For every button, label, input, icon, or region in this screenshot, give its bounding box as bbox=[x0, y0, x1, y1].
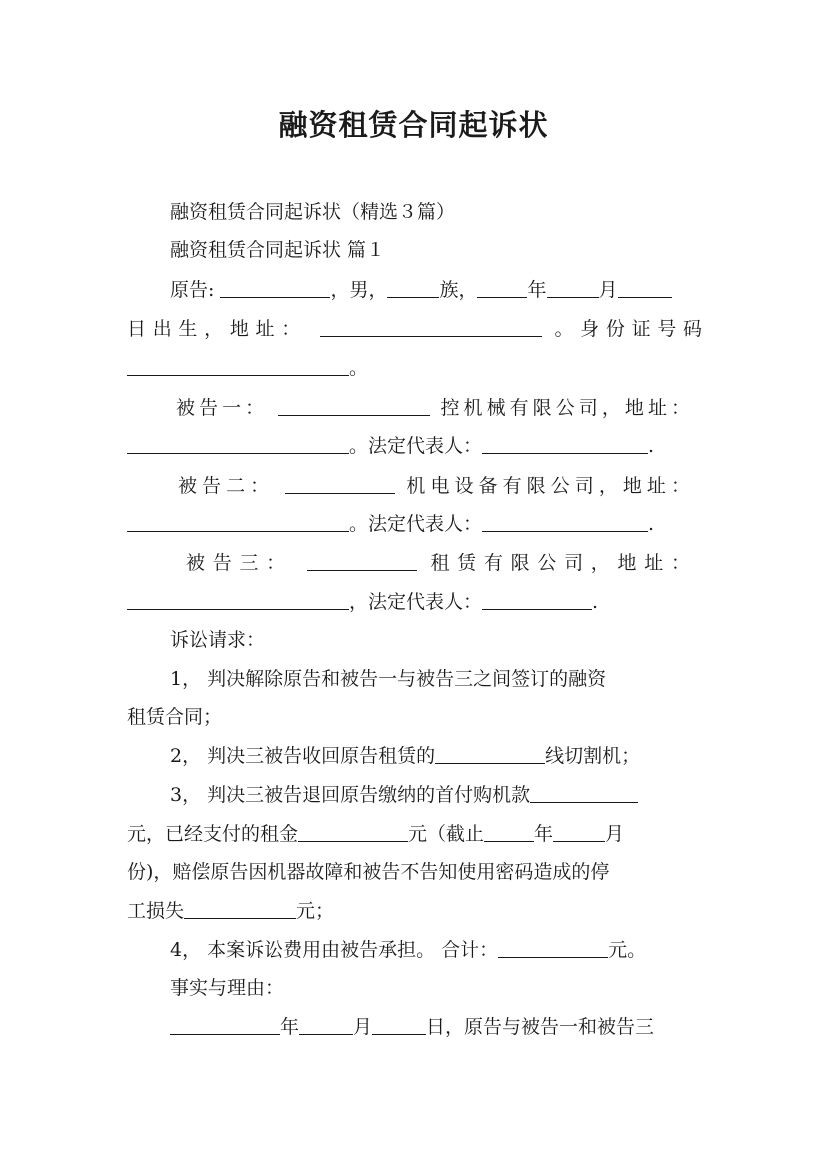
facts-line-1 bbox=[170, 1015, 654, 1039]
plaintiff-address-blank bbox=[320, 318, 542, 337]
defendant3-name-blank bbox=[307, 552, 417, 571]
claim-item-3 bbox=[170, 783, 638, 807]
claim-item-2 bbox=[170, 744, 640, 768]
claim-item-3-prefix: 3， 判决三被告退回原告缴纳的首付购机款 bbox=[170, 784, 531, 806]
claim-item-3-payment-blank bbox=[530, 784, 638, 803]
defendant3-line bbox=[186, 551, 690, 575]
defendant2-company: 机电设备有限公司，地址： bbox=[406, 475, 690, 497]
claim-item-3-until-label: 元（截止 bbox=[408, 823, 485, 845]
claim-item-3-rent-label: 元，已经支付的租金 bbox=[127, 823, 299, 845]
part-heading: 融资租赁合同起诉状 篇１ bbox=[170, 239, 386, 261]
claim-item-3-year-label: 年 bbox=[534, 823, 554, 845]
plaintiff-day-blank bbox=[618, 279, 672, 298]
defendant3-address-blank bbox=[127, 591, 349, 610]
plaintiff-id-blank bbox=[127, 357, 349, 376]
claims-heading: 诉讼请求： bbox=[170, 629, 266, 651]
facts-line-1-suffix: 日，原告与被告一和被告三 bbox=[426, 1016, 655, 1038]
document-title: 融资租赁合同起诉状 bbox=[278, 108, 549, 142]
claim-item-2-prefix: 2， 判决三被告收回原告租赁的 bbox=[170, 745, 436, 767]
facts-month-label: 月 bbox=[353, 1016, 373, 1038]
plaintiff-nation-blank bbox=[387, 279, 439, 298]
claim-item-1-cont: 租赁合同； bbox=[127, 706, 223, 728]
plaintiff-birth-address: 日出生，地址： bbox=[127, 318, 307, 340]
subtitle: 融资租赁合同起诉状（精选３篇） bbox=[170, 201, 456, 223]
plaintiff-line bbox=[170, 278, 672, 302]
defendant1-end: . bbox=[648, 435, 655, 457]
claim-item-4 bbox=[170, 938, 646, 962]
facts-day-blank bbox=[372, 1016, 426, 1035]
plaintiff-name-blank bbox=[220, 279, 330, 298]
plaintiff-year-label: 年 bbox=[527, 279, 547, 301]
claim-item-3-line4 bbox=[127, 899, 334, 923]
plaintiff-id-label: 。身份证号码 bbox=[554, 318, 702, 340]
claim-item-3-year-blank bbox=[484, 823, 534, 842]
defendant2-line bbox=[178, 474, 690, 498]
claim-item-3-loss-suffix: 元； bbox=[296, 900, 335, 922]
defendant1-label: 被告一： bbox=[176, 397, 269, 419]
defendant1-company: 控机械有限公司，地址： bbox=[440, 397, 691, 419]
defendant3-rep-blank bbox=[482, 591, 592, 610]
facts-heading: 事实与理由： bbox=[170, 977, 285, 999]
defendant3-company: 租赁有限公司，地址： bbox=[430, 552, 690, 574]
defendant2-end: . bbox=[648, 513, 655, 535]
claim-item-4-total-blank bbox=[498, 939, 608, 958]
facts-year-label: 年 bbox=[280, 1016, 300, 1038]
plaintiff-address-line bbox=[127, 317, 702, 341]
defendant2-name-blank bbox=[285, 475, 395, 494]
claim-item-3-loss-label: 工损失 bbox=[127, 900, 185, 922]
plaintiff-nation-suffix: 族， bbox=[439, 279, 478, 301]
claim-item-4-prefix: 4， 本案诉讼费用由被告承担。 合计： bbox=[170, 939, 499, 961]
defendant3-legal-rep: ，法定代表人： bbox=[349, 591, 483, 613]
defendant1-name-blank bbox=[278, 397, 430, 416]
defendant2-label: 被告二： bbox=[178, 475, 275, 497]
plaintiff-id-line bbox=[127, 356, 368, 380]
claim-item-3-month-label: 月 bbox=[605, 823, 625, 845]
plaintiff-id-end: 。 bbox=[349, 357, 369, 379]
claim-item-4-suffix: 元。 bbox=[608, 939, 647, 961]
defendant1-address-blank bbox=[127, 435, 349, 454]
defendant1-rep-line bbox=[127, 434, 654, 458]
claim-item-1: 1， 判决解除原告和被告一与被告三之间签订的融资 bbox=[170, 668, 607, 690]
plaintiff-month-label: 月 bbox=[598, 279, 618, 301]
facts-month-blank bbox=[299, 1016, 353, 1035]
claim-item-3-line2 bbox=[127, 822, 624, 846]
defendant2-address-blank bbox=[127, 513, 349, 532]
defendant3-label: 被告三： bbox=[186, 552, 293, 574]
defendant3-rep-line bbox=[127, 590, 598, 614]
plaintiff-label: 原告: bbox=[170, 279, 215, 301]
defendant2-legal-rep: 。法定代表人： bbox=[349, 513, 483, 535]
claim-item-3-month-blank bbox=[553, 823, 605, 842]
claim-item-2-blank bbox=[435, 745, 545, 764]
defendant2-rep-blank bbox=[482, 513, 648, 532]
plaintiff-month-blank bbox=[547, 279, 599, 298]
claim-item-3-loss-blank bbox=[184, 900, 296, 919]
defendant1-line bbox=[176, 396, 690, 420]
defendant3-end: . bbox=[592, 591, 599, 613]
defendant1-legal-rep: 。法定代表人： bbox=[349, 435, 483, 457]
plaintiff-year-blank bbox=[477, 279, 527, 298]
defendant1-rep-blank bbox=[482, 435, 648, 454]
facts-year-blank bbox=[170, 1016, 280, 1035]
claim-item-3-line3: 份)，赔偿原告因机器故障和被告不告知使用密码造成的停 bbox=[127, 861, 610, 883]
plaintiff-gender: ，男， bbox=[330, 279, 388, 301]
defendant2-rep-line bbox=[127, 512, 654, 536]
claim-item-2-suffix: 线切割机； bbox=[545, 745, 641, 767]
claim-item-3-rent-blank bbox=[298, 823, 408, 842]
